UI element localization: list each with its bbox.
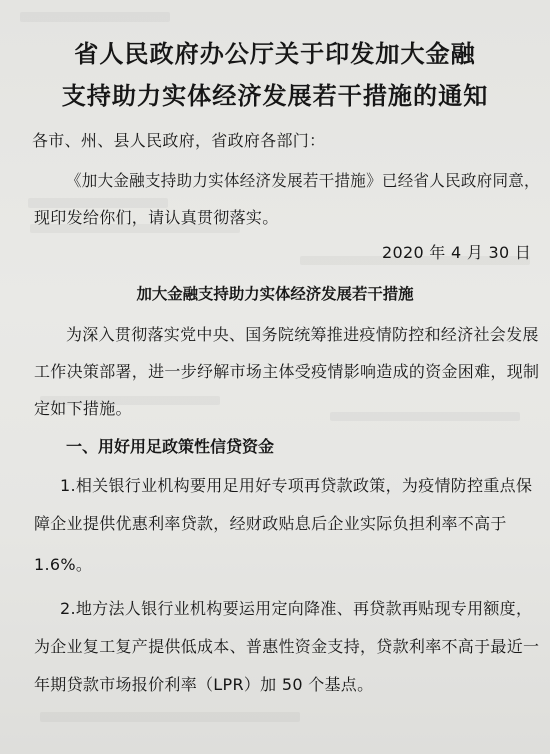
item-2-line-1: 2.地方法人银行业机构要运用定向降准、再贷款再贴现专用额度， [60,599,533,618]
notice-body-line-1: 《加大金融支持助力实体经济发展若干措施》已经省人民政府同意， [66,171,540,190]
intro-line-3: 定如下措施。 [34,399,132,418]
notice-title-line-2: 支持助力实体经济发展若干措施的通知 [61,82,489,110]
section-heading-1: 一、用好用足政策性信贷资金 [66,437,275,456]
intro-line-2: 工作决策部署，进一步纾解市场主体受疫情影响造成的资金困难，现制 [34,362,540,381]
intro-line-1: 为深入贯彻落实党中央、国务院统筹推进疫情防控和经济社会发展 [66,325,539,344]
item-1-line-2: 障企业提供优惠利率贷款，经财政贴息后企业实际负担利率不高于 [34,514,507,533]
item-2-line-3: 年期贷款市场报价利率（LPR）加 50 个基点。 [34,675,374,694]
item-1-line-1: 1.相关银行业机构要用足用好专项再贷款政策，为疫情防控重点保 [60,476,533,495]
notice-title-line-1: 省人民政府办公厅关于印发加大金融 [74,40,476,68]
notice-date: 2020 年 4 月 30 日 [382,243,532,262]
item-1-line-3: 1.6%。 [34,555,93,574]
bleed-through-mark [20,12,170,22]
item-2-line-2: 为企业复工复产提供低成本、普惠性资金支持，贷款利率不高于最近一 [34,637,540,656]
measures-title: 加大金融支持助力实体经济发展若干措施 [136,285,414,303]
notice-body-line-2: 现印发给你们，请认真贯彻落实。 [34,208,279,227]
addressee: 各市、州、县人民政府，省政府各部门： [32,131,326,150]
bleed-through-mark [40,712,300,722]
bleed-through-mark [330,412,520,421]
